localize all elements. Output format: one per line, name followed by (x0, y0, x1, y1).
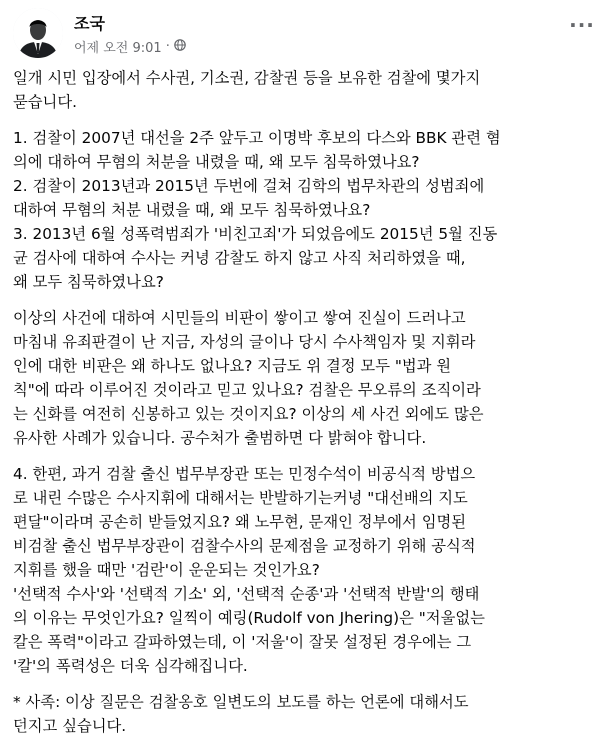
post-header (13, 8, 597, 58)
post-meta (74, 37, 186, 56)
post-paragraph-intro: 일개 시민 입장에서 수사권, 기소권, 감찰권 등을 보유한 검찰에 몇가지 묻습니다. (13, 69, 481, 111)
post-paragraph-questions: 1. 검찰이 2007년 대선을 2주 앞두고 이명박 후보의 다스와 BBK 관련 혐 의에 대하여 무혐의 처분을 내렸을 때, 왜 모두 침묵하였나요? 2. 검찰이 2013년과 2015년 두번에 걸쳐 김학의 법무차관의 성범죄에 대하여 무혐의 처분 내렸을 때, 왜 모두 침묵하였나요? 3. 2013년 6월 성폭력범죄가 '비친고죄'가 되었음에도 2015년 5월 진동 균 검사에 대하여 수사는 커녕 감찰도 하지 않고 사직 처리하였을 때, 왜 모두 침묵하였나요? (13, 129, 501, 291)
meta-separator: · (165, 39, 170, 54)
post-paragraph-question-4: 4. 한편, 과거 검찰 출신 법무부장관 또는 민정수석이 비공식적 방법으 로 내린 수많은 수사지휘에 대해서는 반발하기는커녕 "대선배의 지도 편달"이라며 공손히 받들었지요? 왜 노무현, 문재인 정부에서 임명된 비검찰 출신 법무부장관이 검찰수사의 문제점을 교정하기 위해 공식적 지휘를 했을 때만 '검란'이 운운되는 것인가요? '선택적 수사'와 '선택적 기소' 외, '선택적 순종'과 '선택적 반발'의 행태 의 이유는 무엇인가요? 일찍이 예링(Rudolf von Jhering)은 "저울없는 칼은 폭력"이라고 갈파하였는데, 이 '저울'이 잘못 설정된 경우에는 그 '칼'의 폭력성은 더욱 심각해집니다. (13, 465, 485, 675)
profile-photo-icon (13, 8, 63, 58)
post-paragraph-footnote: * 사족: 이상 질문은 검찰옹호 일변도의 보도를 하는 언론에 대해서도 던지고 싶습니다. (13, 693, 469, 735)
post-paragraph-criticism: 이상의 사건에 대하여 시민들의 비판이 쌓이고 쌓여 진실이 드러나고 마침내 유죄판결이 난 지금, 자성의 글이나 당시 수사책임자 및 지휘라 인에 대한 비판은 왜 하나도 없나요? 지금도 위 결정 모두 "법과 원 칙"에 따라 이루어진 것이라고 믿고 있나요? 검찰은 무오류의 조직이라 는 신화를 여전히 신봉하고 있는 것이지요? 이상의 세 사건 외에도 많은 유사한 사례가 있습니다. 공수처가 출범하면 다 밝혀야 합니다. (13, 309, 484, 447)
more-options-icon[interactable]: ··· (569, 13, 595, 37)
post-body (13, 66, 597, 738)
author-name[interactable]: 조국 (74, 14, 105, 33)
post-timestamp[interactable]: 어제 오전 9:01 (74, 41, 162, 56)
avatar[interactable] (13, 8, 63, 58)
globe-icon[interactable] (174, 39, 186, 55)
